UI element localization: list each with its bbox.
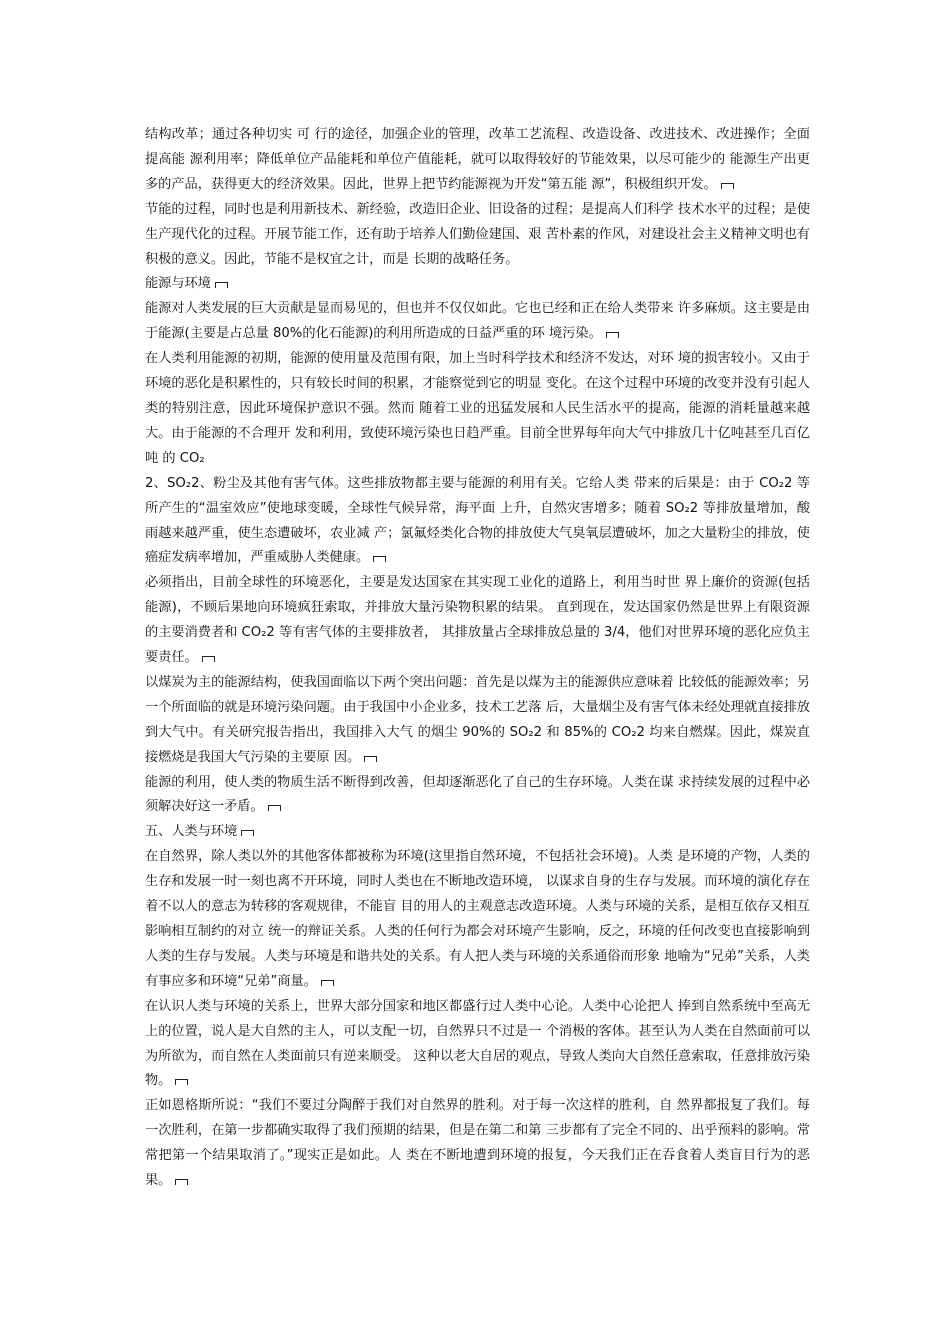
paragraph-text: 必须指出，目前全球性的环境恶化，主要是发达国家在其实现工业化的道路上，利用当时世 界上廉价的资源(包括能源)，不顾后果地向环境疯狂索取，并排放大量污染物积累的结果。 直到现在，发达国家仍然是世界上有限资源的主要消费者和 CO₂2 等有害气体的主要排放者， 其排放量占全球排放总量的 3/4，他们对世界环境的恶化应负主要责任。: [145, 575, 810, 666]
paragraph-mark-icon: [364, 756, 377, 762]
paragraph: [145, 571, 810, 671]
paragraph-mark-icon: [606, 332, 619, 338]
paragraph-mark-icon: [321, 980, 334, 986]
paragraph-text: 结构改革；通过各种切实 可 行的途径，加强企业的管理，改革工艺流程、改造设备、改进技术、改进操作；全面提高能 源利用率；降低单位产品能耗和单位产值能耗，就可以取得较好的节能效果，以尽可能少的 能源生产出更多的产品，获得更大的经济效果。因此，世界上把节约能源视为开发“第五能 源”，积极组织开发。: [145, 127, 810, 192]
paragraph-text: 能源对人类发展的巨大贡献是显而易见的，但也并不仅仅如此。它也已经和正在给人类带来 许多麻烦。这主要是由于能源(主要是占总量 80%的化石能源)的利用所造成的日益严重的环 境污染。: [145, 301, 810, 342]
paragraph: [145, 671, 810, 771]
paragraph: [145, 198, 810, 273]
paragraph-mark-icon: [373, 556, 386, 562]
paragraph-text: 在认识人类与环境的关系上，世界大部分国家和地区都盛行过人类中心论。人类中心论把人 捧到自然系统中至高无上的位置，说人是大自然的主人，可以支配一切，自然界只不过是一 个消极的客体。甚至认为人类在自然面前可以为所欲为，而自然在人类面前只有逆来顺受。 这种以老大自居的观点，导致人类向大自然任意索取，任意排放污染物。: [145, 998, 810, 1089]
section-heading: [145, 272, 810, 297]
paragraph-mark-icon: [202, 656, 215, 662]
paragraph: [145, 472, 810, 572]
paragraph: [145, 297, 810, 347]
paragraph-text: 节能的过程，同时也是利用新技术、新经验，改造旧企业、旧设备的过程；是提高人们科学 技术水平的过程；是使生产现代化的过程。开展节能工作，还有助于培养人们勤俭建国、艰 苦朴素的作风，对建设社会主义精神文明也有积极的意义。因此，节能不是权宜之计，而是 长期的战略任务。: [145, 201, 810, 267]
paragraph: [145, 347, 810, 472]
document-body: [145, 123, 810, 1194]
section-heading: [145, 820, 810, 845]
paragraph: [145, 123, 810, 198]
paragraph-text: 以煤炭为主的能源结构，使我国面临以下两个突出问题：首先是以煤为主的能源供应意味着 比较低的能源效率；另一个所面临的就是环境污染问题。由于我国中小企业多，技术工艺落 后，大量烟尘及有害气体未经处理就直接排放到大气中。有关研究报告指出，我国排入大气 的烟尘 90%的 SO₂2 和 85%的 CO₂2 均来自燃煤。因此，煤炭直接燃烧是我国大气污染的主要原 因。: [145, 674, 810, 765]
paragraph-mark-icon: [721, 183, 734, 189]
paragraph: [145, 1094, 810, 1194]
paragraph-text: 2、SO₂2、粉尘及其他有害气体。这些排放物都主要与能源的利用有关。它给人类 带来的后果是：由于 CO₂2 等所产生的“温室效应”使地球变暖，全球性气候异常，海平面 上升，自然灾害增多；随着 SO₂2 等排放量增加，酸雨越来越严重，使生态遭破坏，农业减 产；氯氟烃类化合物的排放使大气臭氧层遭破坏，加之大量粉尘的排放，使癌症发病率增加，严重威胁人类健康。: [145, 475, 810, 566]
paragraph: [145, 771, 810, 821]
paragraph-mark-icon: [241, 830, 254, 836]
paragraph-text: 在人类利用能源的初期，能源的使用量及范围有限，加上当时科学技术和经济不发达，对环 境的损害较小。又由于环境的恶化是积累性的，只有较长时间的积累，才能察觉到它的明显 变化。在这个过程中环境的改变并没有引起人类的特别注意，因此环境保护意识不强。然而 随着工业的迅猛发展和人民生活水平的提高，能源的消耗量越来越大。由于能源的不合理开 发和利用，致使环境污染也日趋严重。目前全世界每年向大气中排放几十亿吨甚至几百亿吨 的 CO₂: [145, 351, 810, 466]
paragraph-text: 在自然界，除人类以外的其他客体都被称为环境(这里指自然环境，不包括社会环境)。人类 是环境的产物，人类的生存和发展一时一刻也离不开环境，同时人类也在不断地改造环境， 以谋求自身的生存与发展。而环境的演化存在着不以人的意志为转移的客观规律，不能盲 目的用人的主观意志改造环境。人类与环境的关系，是相互依存又相互影响相互制约的对立 统一的辩证关系。人类的任何行为都会对环境产生影响，反之，环境的任何改变也直接影响到 人类的生存与发展。人类与环境是和谐共处的关系。有人把人类与环境的关系通俗而形象 地喻为“兄弟”关系，人类有事应多和环境“兄弟”商量。: [145, 849, 810, 989]
paragraph-mark-icon: [215, 282, 228, 288]
heading-text: 能源与环境: [145, 276, 211, 292]
paragraph-mark-icon: [268, 805, 281, 811]
paragraph-text: 正如恩格斯所说：“我们不要过分陶醉于我们对自然界的胜利。对于每一次这样的胜利，自 然界都报复了我们。每一次胜利，在第一步都确实取得了我们预期的结果，但是在第二和第 三步都有了完全不同的、出乎预料的影响。常常把第一个结果取消了。”现实正是如此。人 类在不断地遭到环境的报复，今天我们正在吞食着人类盲目行为的恶果。: [145, 1098, 810, 1189]
paragraph-text: 能源的利用，使人类的物质生活不断得到改善，但却逐渐恶化了自己的生存环境。人类在谋 求持续发展的过程中必须解决好这一矛盾。: [145, 774, 810, 815]
paragraph: [145, 845, 810, 994]
paragraph-mark-icon: [175, 1179, 188, 1185]
paragraph-mark-icon: [175, 1079, 188, 1085]
paragraph: [145, 995, 810, 1095]
heading-text: 五、人类与环境: [145, 824, 238, 840]
